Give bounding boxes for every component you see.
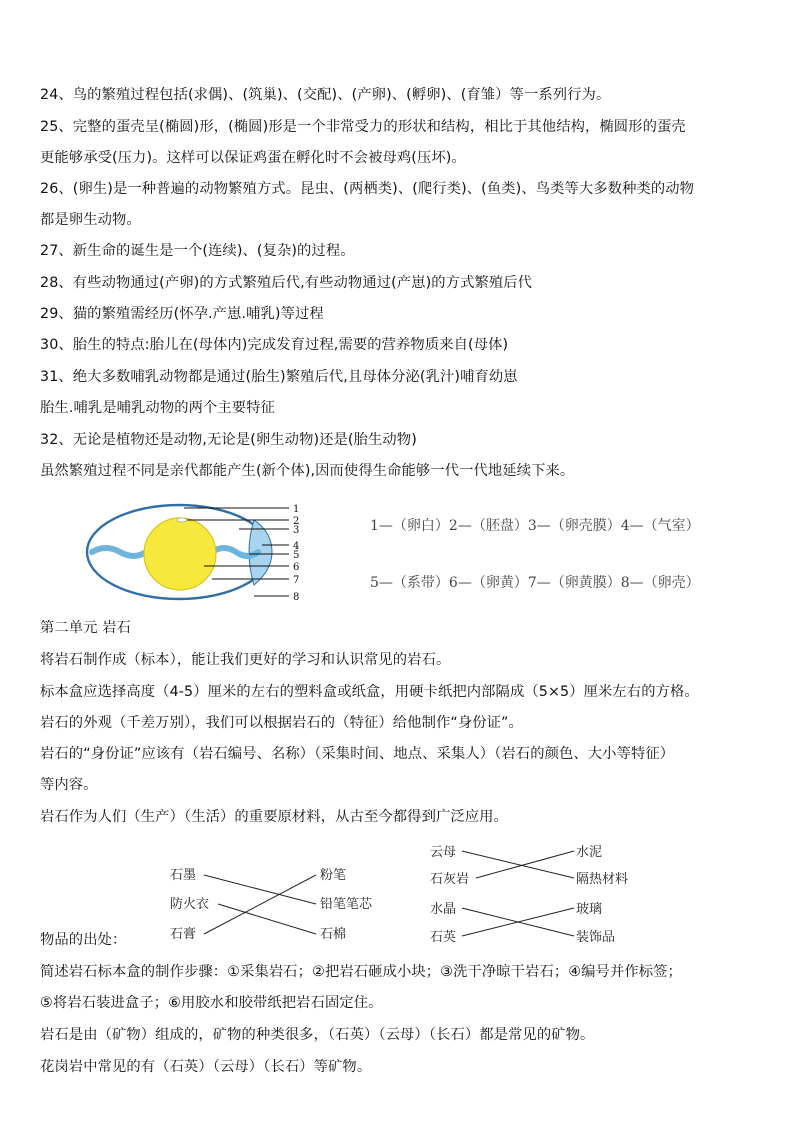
match-right-use-1: 水泥 [576,845,603,860]
match-right-use-2: 隔热材料 [576,872,629,887]
match-right-use-4: 装饰品 [576,930,616,945]
line-25b: 更能够承受(压力)。这样可以保证鸡蛋在孵化时不会被母鸡(压坏)。 [40,150,466,166]
egg-num-2: 2 [293,516,300,527]
line-31b: 胎生.哺乳是哺乳动物的两个主要特征 [40,400,275,416]
egg-num-7: 7 [293,575,300,586]
germinal-disc [177,518,187,522]
matching-diagram-left [168,860,398,945]
line-31a: 31、绝大多数哺乳动物都是通过(胎生)繁殖后代,且母体分泌(乳汁)哺育幼崽 [40,369,518,385]
egg-part-numbers [293,504,299,603]
match-right-lines [462,851,574,936]
egg-num-5: 5 [293,550,300,561]
line-32b: 虽然繁殖过程不同是亲代都能产生(新个体),因而使得生命能够一代一代地延续下来。 [40,463,575,479]
match-left-use-1: 粉笔 [320,868,347,883]
unit-2-title: 第二单元 岩石 [40,620,132,636]
line-32a: 32、无论是植物还是动物,无论是(卵生动物)还是(胎生动物) [40,432,417,448]
match-right-use-3: 玻璃 [576,902,603,917]
rock-line-5: 岩石作为人们（生产）（生活）的重要原材料，从古至今都得到广泛应用。 [40,809,508,825]
line-29: 29、猫的繁殖需经历(怀孕.产崽.哺乳)等过程 [40,306,324,322]
egg-legend-row-2: 5—（系带）6—（卵黄）7—（卵黄膜）8—（卵壳） [370,575,700,591]
match-left-use-3: 石棉 [320,927,347,942]
line-26a: 26、(卵生)是一种普遍的动物繁殖方式。昆虫、(两栖类)、(爬行类)、(鱼类)、鸟类等大多数种类的动物 [40,181,695,197]
line-27: 27、新生命的诞生是一个(连续)、(复杂)的过程。 [40,243,355,259]
match-right-item-3: 水晶 [430,902,457,917]
line-24: 24、鸟的繁殖过程包括(求偶)、(筑巢)、(交配)、(产卵)、(孵卵)、(育雏）等一系列行为。 [40,87,611,103]
rock-line-6a: 简述岩石标本盒的制作步骤：①采集岩石；②把岩石砸成小块；③洗干净晾干岩石；④编号并作标签； [40,964,682,980]
match-right-item-1: 云母 [430,845,457,860]
yolk [144,518,216,590]
match-left-use-2: 铅笔笔芯 [320,897,373,912]
egg-num-6: 6 [293,562,300,573]
egg-num-8: 8 [293,592,300,603]
matching-diagram-right [428,838,658,948]
rock-line-4a: 岩石的“身份证”应该有（岩石编号、名称）（采集时间、地点、采集人）（岩石的颜色、大小等特征） [40,746,675,762]
line-28: 28、有些动物通过(产卵)的方式繁殖后代,有些动物通过(产崽)的方式繁殖后代 [40,275,533,291]
rock-line-8: 花岗岩中常见的有（石英）（云母）（长石）等矿物。 [40,1059,372,1075]
line-26b: 都是卵生动物。 [40,212,141,228]
match-left-item-2: 防火衣 [170,897,210,912]
match-left-item-1: 石墨 [170,868,197,883]
match-left-lines [204,875,316,934]
match-left-item-3: 石膏 [170,927,197,942]
rock-line-2: 标本盒应选择高度（4-5）厘米的左右的塑料盒或纸盒，用硬卡纸把内部隔成（5×5）厘米左右的方格。 [40,684,699,700]
egg-num-1: 1 [293,504,300,515]
matching-label: 物品的出处： [40,932,127,948]
rock-line-1: 将岩石制作成（标本），能让我们更好的学习和认识常见的岩石。 [40,652,451,668]
rock-line-4b: 等内容。 [40,777,98,793]
egg-legend-row-1: 1—（卵白）2—（胚盘）3—（卵壳膜）4—（气室） [370,518,700,534]
rock-line-3: 岩石的外观（千差万别），我们可以根据岩石的（特征）给他制作“身份证”。 [40,715,523,731]
rock-line-6b: ⑤将岩石装进盒子；⑥用胶水和胶带纸把岩石固定住。 [40,995,383,1011]
match-right-item-2: 石灰岩 [430,872,470,887]
rock-line-7: 岩石是由（矿物）组成的，矿物的种类很多，（石英）（云母）（长石）都是常见的矿物。 [40,1027,595,1043]
egg-num-3: 3 [293,525,300,536]
egg-num-4: 4 [293,541,300,552]
egg-diagram [84,502,314,607]
line-25a: 25、完整的蛋壳呈(椭圆)形，(椭圆)形是一个非常受力的形状和结构，相比于其他结构，椭圆形的蛋壳 [40,119,686,135]
match-right-item-4: 石英 [430,930,457,945]
line-30: 30、胎生的特点:胎儿在(母体内)完成发育过程,需要的营养物质来自(母体) [40,337,509,353]
